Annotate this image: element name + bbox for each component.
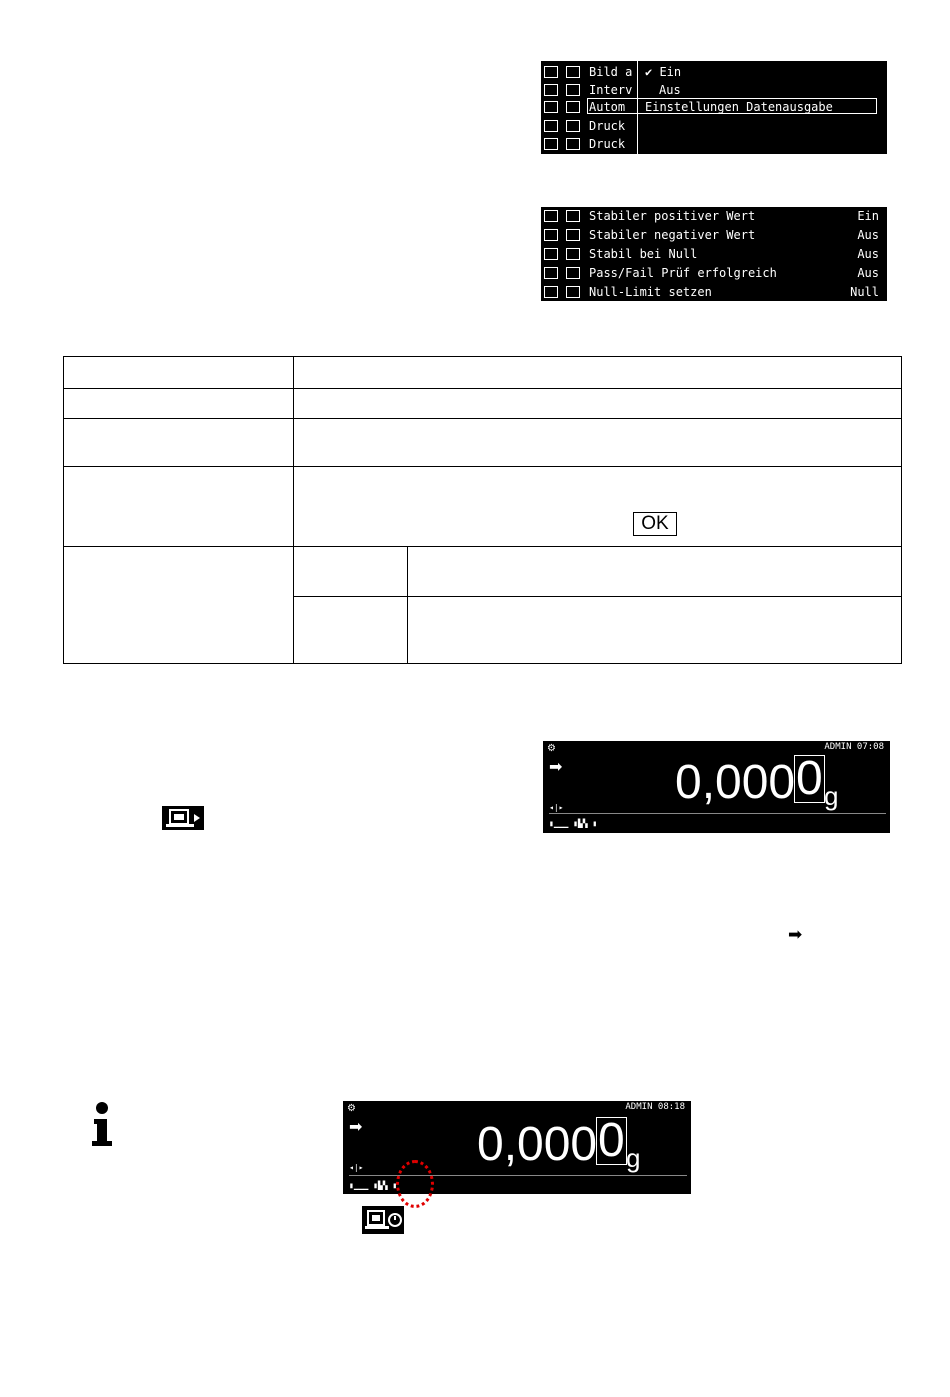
table-cell xyxy=(294,467,902,547)
weight-value: 0,000 xyxy=(477,1118,598,1171)
settings-menu-screen xyxy=(541,61,887,154)
table-cell xyxy=(64,357,294,389)
table-cell xyxy=(64,389,294,419)
wrench-icon xyxy=(566,267,580,279)
gear-icon: ⚙ xyxy=(347,1103,356,1114)
menu-row[interactable]: Druck xyxy=(541,117,887,135)
list-icon xyxy=(544,66,558,78)
status-icons: ▮▁▁▁ ▮▙▚ ▮ xyxy=(549,819,598,828)
unit-label: g xyxy=(626,1143,641,1173)
menu-row[interactable]: Interv Aus xyxy=(541,81,887,99)
weighing-display xyxy=(543,741,890,833)
table-cell xyxy=(64,547,294,664)
table-cell xyxy=(294,389,902,419)
stability-icon: ◂|▸ xyxy=(349,1163,364,1172)
table-cell xyxy=(408,547,902,597)
weight-icon xyxy=(544,84,558,96)
gear-icon: ⚙ xyxy=(547,743,556,754)
info-icon xyxy=(88,1100,118,1150)
arrow-right-icon: ➡ xyxy=(349,1117,363,1136)
menu-row[interactable]: Stabiler negativer Wert Aus xyxy=(541,226,887,245)
flag-icon xyxy=(566,248,580,260)
table-row xyxy=(64,467,902,547)
stability-icon: ◂|▸ xyxy=(549,803,564,812)
last-digit: 0 xyxy=(796,752,823,805)
table-cell xyxy=(64,467,294,547)
lock-icon xyxy=(566,138,580,150)
auto-print-timer-icon xyxy=(362,1206,404,1234)
table-cell xyxy=(408,597,902,664)
lock-icon xyxy=(566,286,580,298)
menu-row[interactable]: Bild a ✔ Ein xyxy=(541,63,887,81)
settings-table xyxy=(63,356,902,664)
menu-row-selected[interactable]: Autom Einstellungen Datenausgabe xyxy=(541,98,887,116)
table-cell xyxy=(64,419,294,467)
weight-icon xyxy=(544,229,558,241)
menu-row[interactable]: Druck xyxy=(541,135,887,153)
status-bar: ADMIN 08:18 xyxy=(625,1102,685,1112)
last-digit: 0 xyxy=(598,1114,625,1167)
grid-icon xyxy=(566,66,580,78)
arrow-right-icon: ➡ xyxy=(549,757,563,776)
scale-icon xyxy=(544,101,558,113)
table-row xyxy=(64,547,902,597)
settings-icon xyxy=(544,120,558,132)
wrench-icon xyxy=(566,120,580,132)
status-bar: ADMIN 07:08 xyxy=(824,742,884,752)
table-row xyxy=(64,357,902,389)
menu-row[interactable]: Stabil bei Null Aus xyxy=(541,245,887,264)
list-icon xyxy=(544,210,558,222)
flag-icon xyxy=(566,229,580,241)
menu-row[interactable]: Null-Limit setzen Null xyxy=(541,283,887,301)
selection-highlight xyxy=(587,98,877,114)
output-settings-screen xyxy=(541,207,887,301)
data-icon xyxy=(544,286,558,298)
printer-icon xyxy=(566,101,580,113)
table-cell xyxy=(294,547,408,597)
ok-key-icon: OK xyxy=(633,512,677,536)
table-cell xyxy=(294,419,902,467)
table-row xyxy=(64,419,902,467)
settings-icon xyxy=(544,267,558,279)
highlight-circle xyxy=(396,1160,434,1208)
capacity-bar xyxy=(549,813,886,814)
wrench-icon xyxy=(566,210,580,222)
timer-icon xyxy=(566,84,580,96)
arrow-right-icon: ➡ xyxy=(788,925,803,945)
table-cell xyxy=(294,357,902,389)
table-row xyxy=(64,389,902,419)
table-cell xyxy=(294,597,408,664)
data-icon xyxy=(544,138,558,150)
unit-label: g xyxy=(824,781,839,811)
menu-row[interactable]: Pass/Fail Prüf erfolgreich Aus xyxy=(541,264,887,283)
status-icons: ▮▁▁▁ ▮▙▚ ▮ xyxy=(349,1181,398,1190)
weight-value: 0,000 xyxy=(675,756,796,809)
scale-icon xyxy=(544,248,558,260)
menu-row[interactable]: Stabiler positiver Wert Ein xyxy=(541,207,887,226)
auto-print-icon xyxy=(162,806,204,830)
